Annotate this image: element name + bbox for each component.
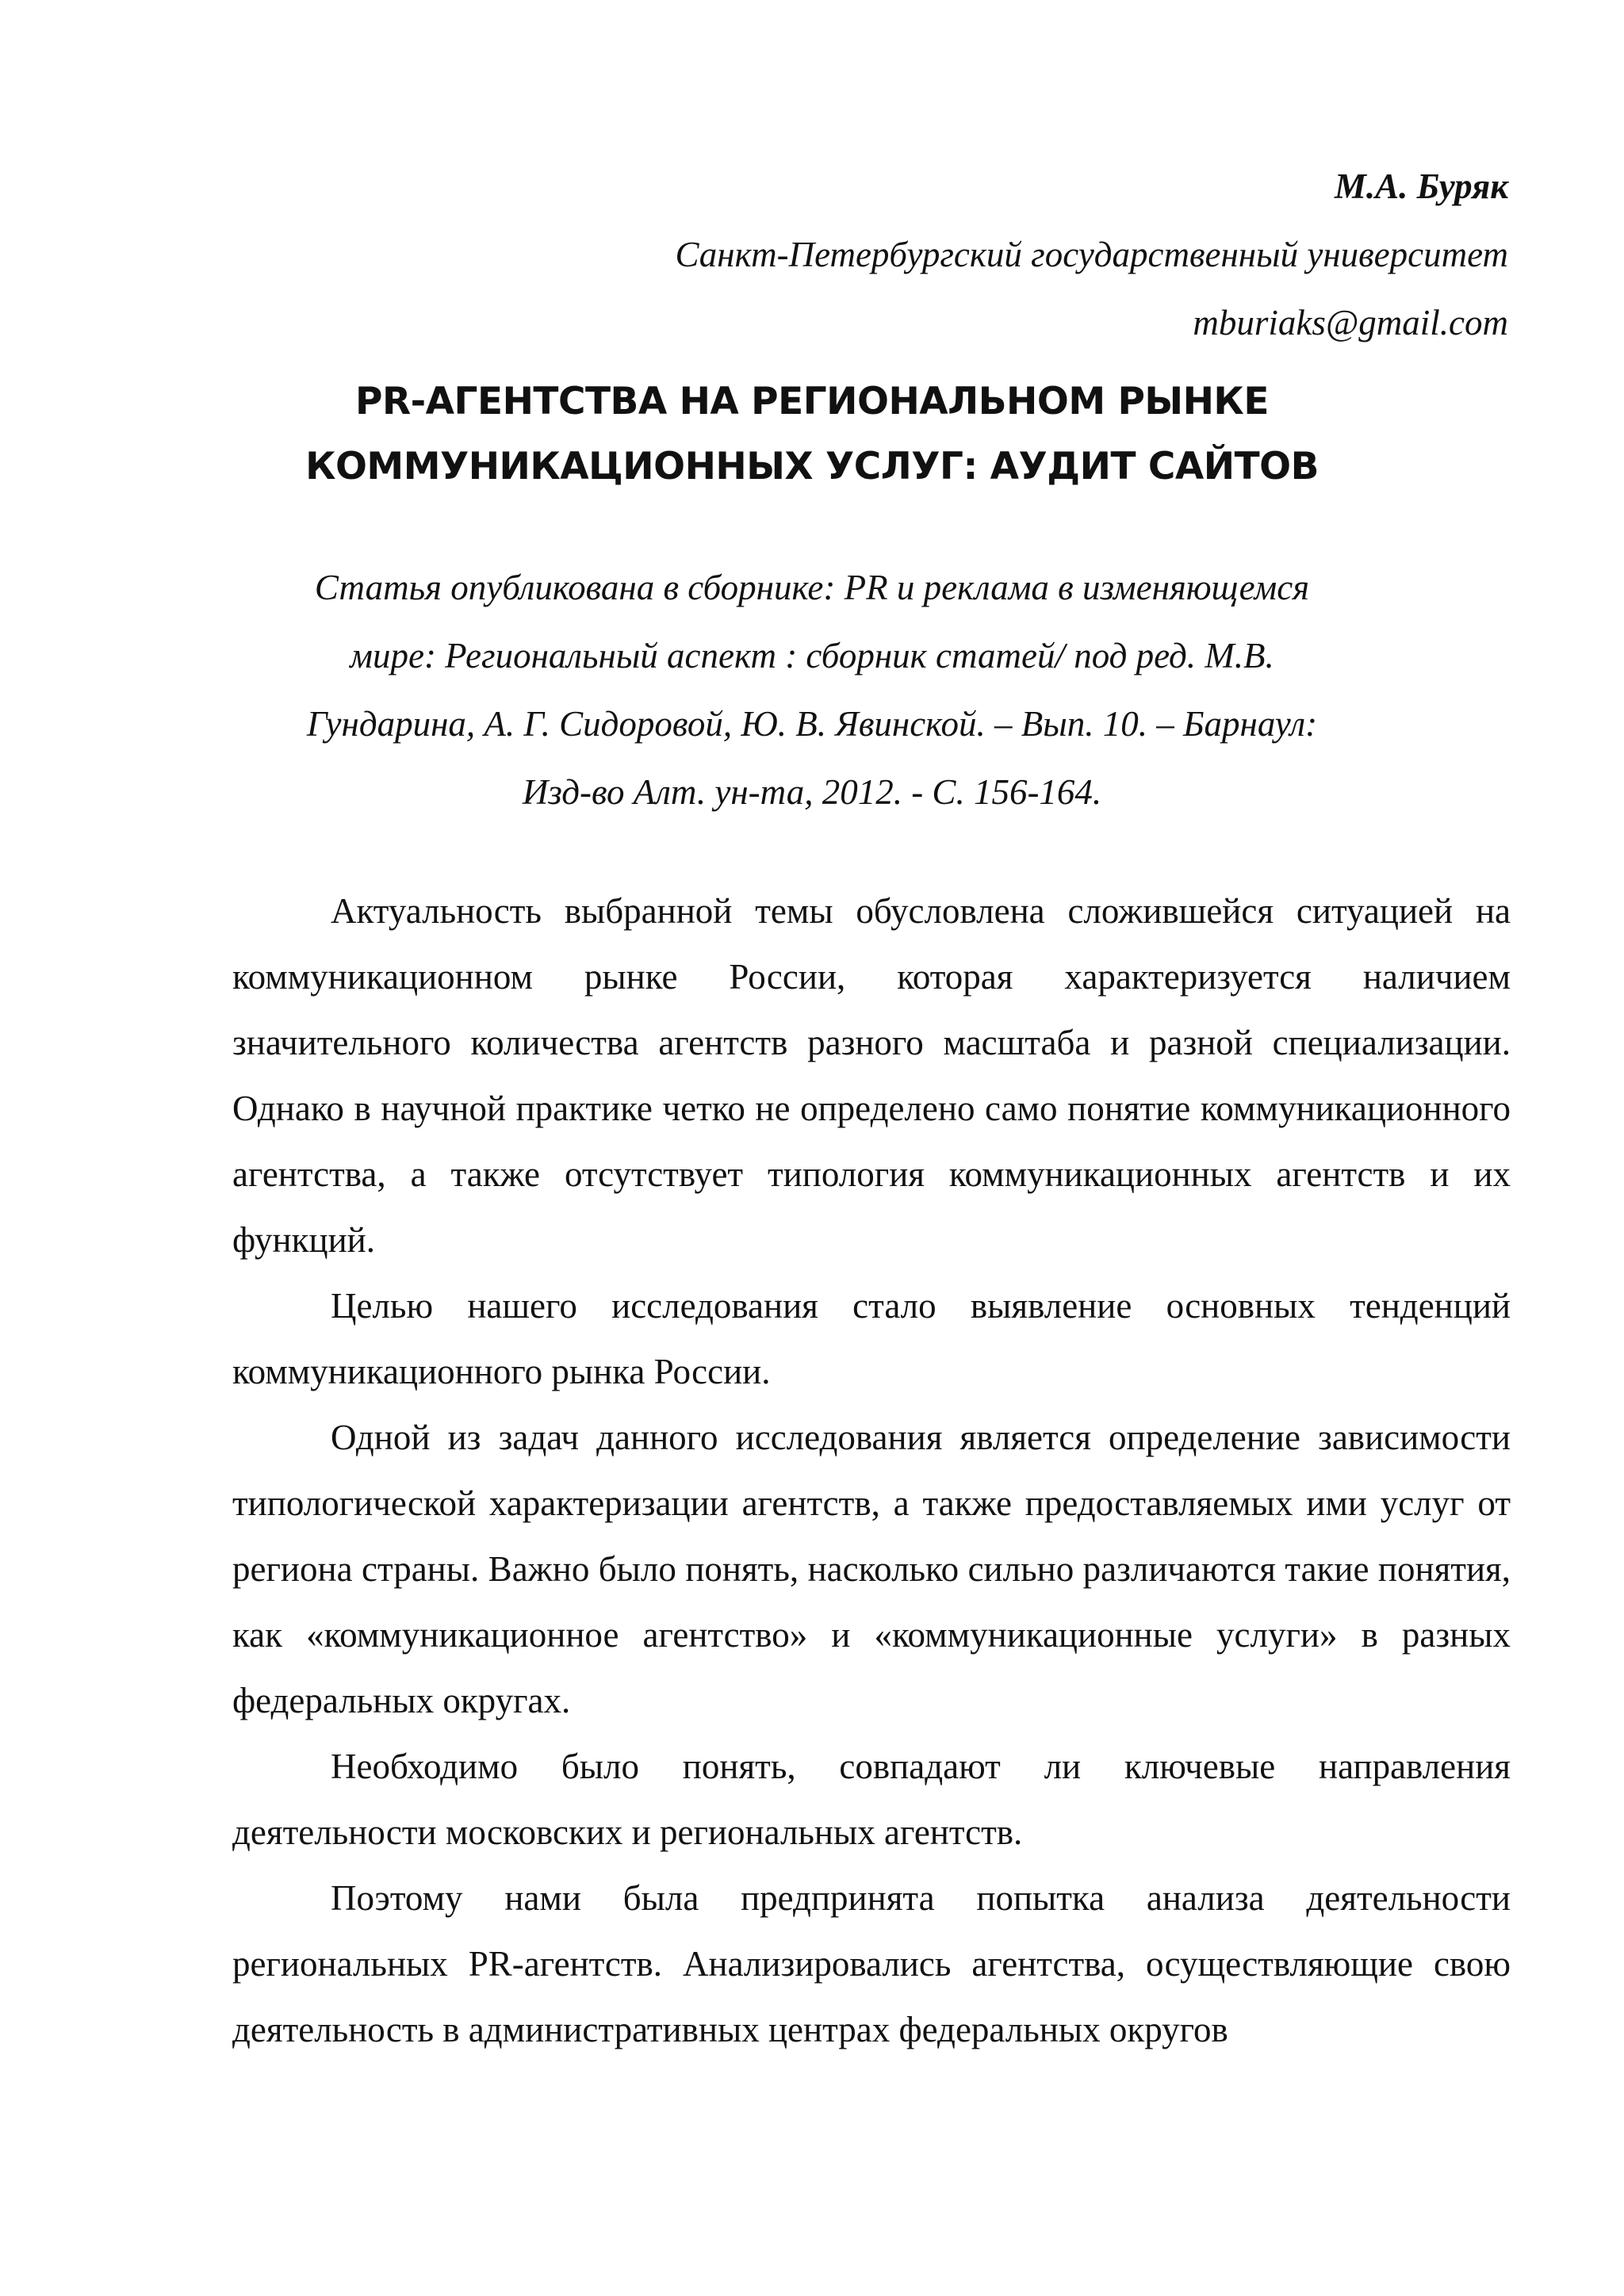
author-name: М.А. Буряк <box>1334 166 1508 206</box>
author-block <box>675 152 1508 357</box>
title-line: PR-АГЕНТСТВА НА РЕГИОНАЛЬНОМ РЫНКЕ <box>355 380 1269 423</box>
author-affiliation: Санкт-Петербургский государственный университет <box>675 235 1508 274</box>
citation-line: Статья опубликована в сборнике: PR и реклама в изменяющемся <box>314 568 1310 607</box>
publication-citation <box>0 553 1624 826</box>
body-paragraph: Поэтому нами была предпринята попытка анализа деятельности региональных PR-агентств. Анализировались агентства, осуществляющие свою деятельность в административных центрах федеральных округов <box>232 1878 1511 2049</box>
article-title <box>0 369 1624 499</box>
author-email: mburiaks@gmail.com <box>1193 303 1508 342</box>
citation-line: Изд-во Алт. ун-та, 2012. - С. 156-164. <box>522 772 1102 812</box>
citation-line: мире: Региональный аспект : сборник статей/ под ред. М.В. <box>350 636 1274 675</box>
body-paragraph: Актуальность выбранной темы обусловлена сложившейся ситуацией на коммуникационном рынке России, которая характеризуется наличием значительного количества агентств разного масштаба и разной специализации. Однако в научной практике четко не определено само понятие коммуникационного агентства, а также отсутствует типология коммуникационных агентств и их функций. <box>232 891 1511 1260</box>
body-paragraph: Необходимо было понять, совпадают ли ключевые направления деятельности московских и региональных агентств. <box>232 1747 1511 1852</box>
body-paragraph: Целью нашего исследования стало выявление основных тенденций коммуникационного рынка России. <box>232 1286 1511 1391</box>
body-paragraph: Одной из задач данного исследования является определение зависимости типологической характеризации агентств, а также предоставляемых ими услуг от региона страны. Важно было понять, насколько сильно различаются такие понятия, как «коммуникационное агентство» и «коммуникационные услуги» в разных федеральных округах. <box>232 1418 1511 1720</box>
title-line: КОММУНИКАЦИОННЫХ УСЛУГ: АУДИТ САЙТОВ <box>305 445 1319 488</box>
article-body <box>232 878 1511 2063</box>
citation-line: Гундарина, А. Г. Сидоровой, Ю. В. Явинской. – Вып. 10. – Барнаул: <box>306 704 1318 744</box>
